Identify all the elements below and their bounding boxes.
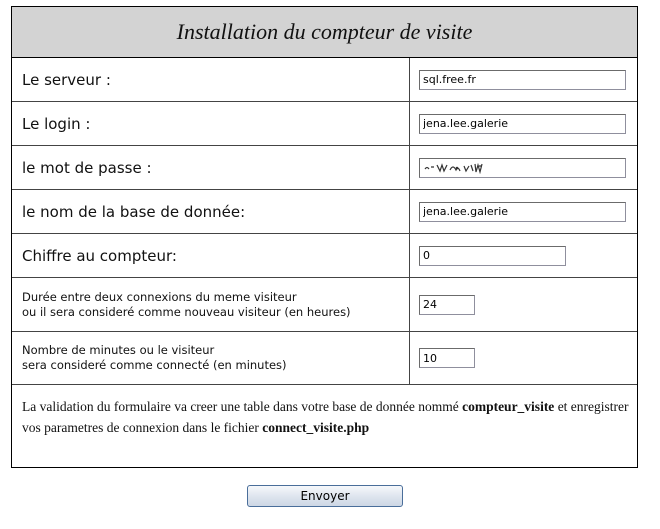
- password-label: le mot de passe :: [22, 158, 152, 177]
- duration-label-line1: Durée entre deux connexions du meme visiteur: [22, 289, 297, 304]
- password-input[interactable]: [419, 158, 626, 178]
- server-input[interactable]: [419, 70, 626, 90]
- field-cell: [410, 234, 637, 277]
- row-minutes: [12, 332, 637, 385]
- field-cell: [410, 190, 637, 233]
- field-cell: [410, 102, 637, 145]
- obscured-password-icon: [424, 162, 486, 174]
- label-cell: [12, 278, 410, 331]
- duration-label: [22, 290, 351, 320]
- label-cell: [12, 234, 410, 277]
- note-file-name: connect_visite.php: [262, 420, 370, 435]
- form-title: Installation du compteur de visite: [176, 19, 473, 44]
- counter-label: Chiffre au compteur:: [22, 246, 177, 265]
- field-cell: [410, 332, 637, 384]
- login-label: Le login :: [22, 114, 91, 133]
- label-cell: [12, 102, 410, 145]
- counter-input[interactable]: [419, 246, 566, 266]
- duration-input[interactable]: [419, 295, 475, 315]
- row-login: [12, 102, 637, 146]
- login-input[interactable]: [419, 114, 626, 134]
- row-duration: [12, 278, 637, 332]
- field-cell: [410, 58, 637, 101]
- field-cell: [410, 146, 637, 189]
- server-label: Le serveur :: [22, 70, 111, 89]
- submit-button[interactable]: Envoyer: [247, 485, 403, 507]
- label-cell: [12, 332, 410, 384]
- note-table-name: compteur_visite: [462, 399, 555, 414]
- note-text-part1: La validation du formulaire va creer une table dans votre base de donnée nommé: [22, 399, 463, 414]
- minutes-label: [22, 343, 287, 373]
- row-counter: [12, 234, 637, 278]
- row-database: [12, 190, 637, 234]
- row-password: [12, 146, 637, 190]
- note-text-part2: et enregistrer vos parametres de connexion dans le fichier: [22, 399, 629, 435]
- form-title-bar: [12, 7, 637, 58]
- validation-note: [12, 385, 637, 467]
- minutes-label-line1: Nombre de minutes ou le visiteur: [22, 343, 215, 357]
- field-cell: [410, 278, 637, 331]
- database-label: le nom de la base de donnée:: [22, 202, 246, 221]
- database-input[interactable]: [419, 202, 626, 222]
- minutes-label-line2: sera consideré comme connecté (en minutes): [22, 358, 287, 372]
- label-cell: [12, 58, 410, 101]
- label-cell: [12, 190, 410, 233]
- duration-label-line2: ou il sera consideré comme nouveau visiteur (en heures): [22, 304, 351, 319]
- row-server: [12, 58, 637, 102]
- minutes-input[interactable]: [419, 348, 475, 368]
- install-form-table: [11, 6, 638, 468]
- label-cell: [12, 146, 410, 189]
